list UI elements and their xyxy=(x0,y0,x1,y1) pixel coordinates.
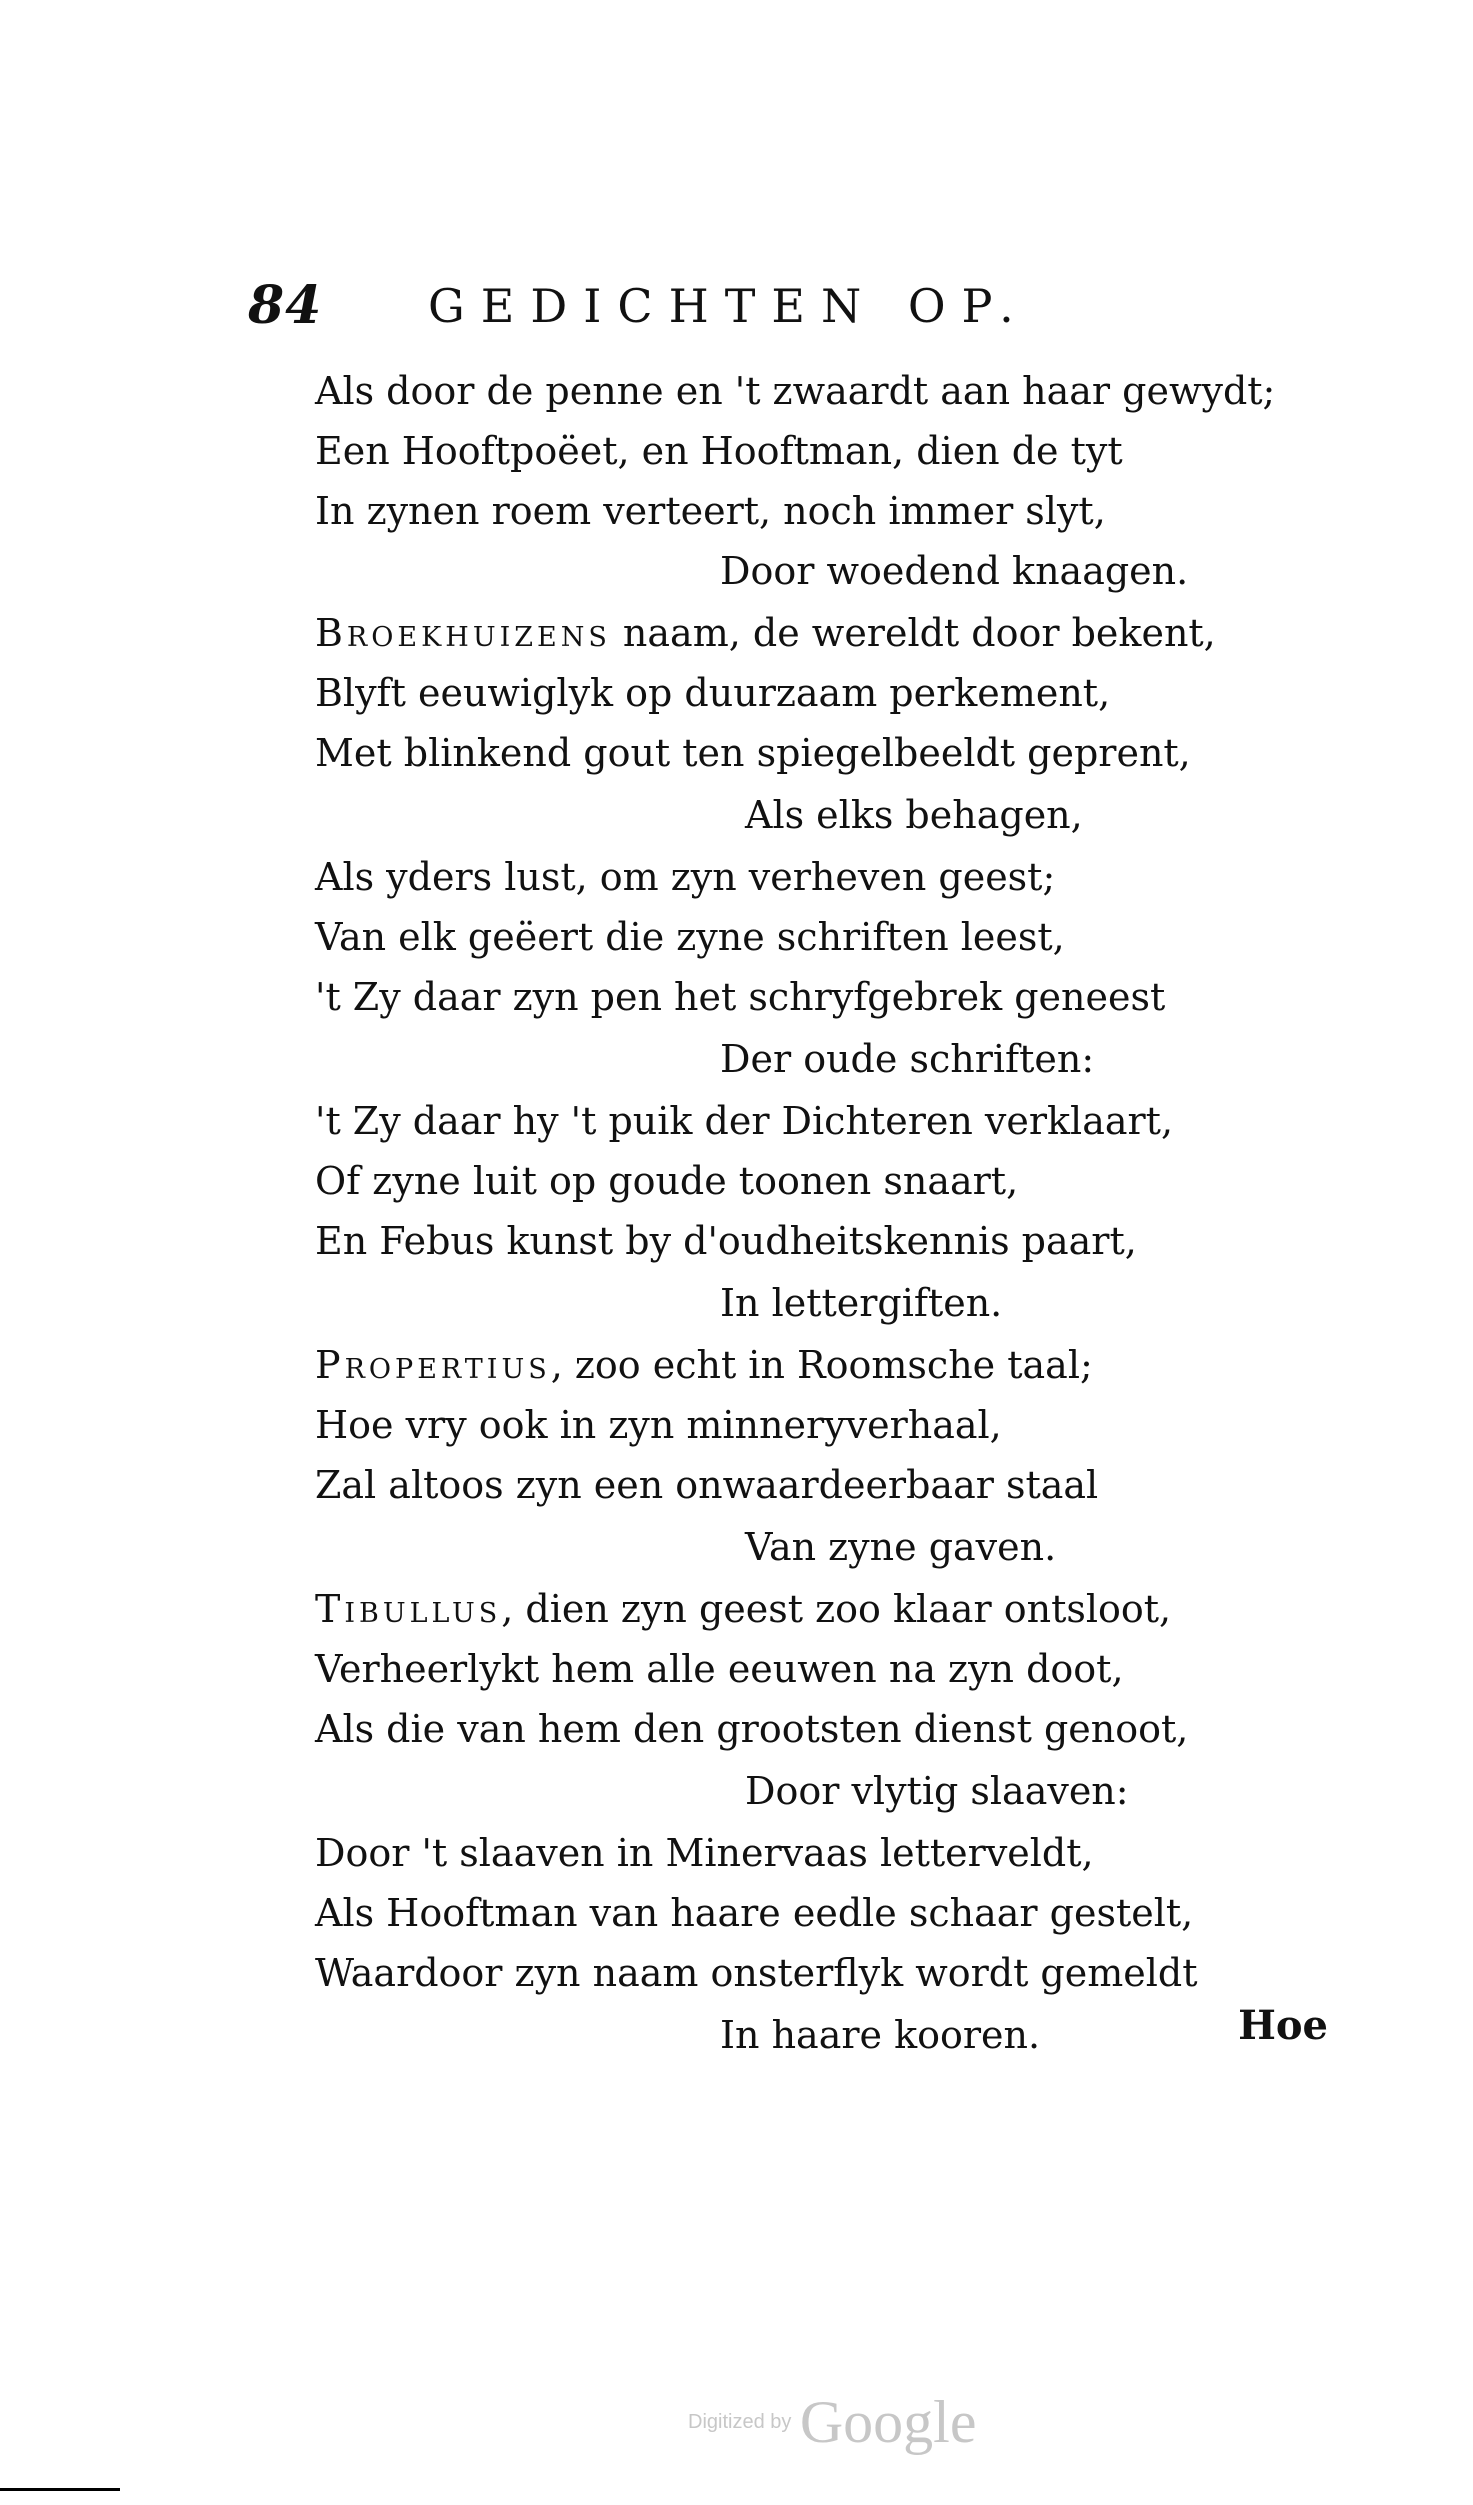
digitized-footer xyxy=(688,2388,976,2457)
poem-line-7: Met blinkend gout ten spiegelbeeldt geprent, xyxy=(315,731,1191,775)
page-number: 84 xyxy=(248,275,323,336)
poem-line-19: Zal altoos zyn een onwaardeerbaar staal xyxy=(315,1463,1099,1507)
name-tibullus: Tibullus xyxy=(315,1587,502,1631)
poem-line-26: Als Hooftman van haare eedle schaar gestelt, xyxy=(315,1891,1194,1935)
poem-line-20: Van zyne gaven. xyxy=(745,1525,1057,1569)
poem-line-3: In zynen roem verteert, noch immer slyt, xyxy=(315,489,1106,533)
poem-line-16: In lettergiften. xyxy=(720,1281,1003,1325)
poem-line-15: En Febus kunst by d'oudheitskennis paart, xyxy=(315,1219,1137,1263)
name-broekhuizen: Broekhuizens xyxy=(315,611,611,655)
google-logo: Google xyxy=(799,2389,977,2455)
poem-line-21-text: , dien zyn geest zoo klaar ontsloot, xyxy=(501,1587,1172,1631)
poem-line-12: Der oude schriften: xyxy=(720,1037,1095,1081)
poem-line-22: Verheerlykt hem alle eeuwen na zyn doot, xyxy=(315,1647,1124,1691)
poem-line-24: Door vlytig slaaven: xyxy=(745,1769,1129,1813)
poem-line-2: Een Hooftpoëet, en Hooftman, dien de tyt xyxy=(315,429,1123,473)
poem-line-23: Als die van hem den grootsten dienst genoot, xyxy=(315,1707,1189,1751)
poem-line-8: Als elks behagen, xyxy=(745,793,1083,837)
running-head: GEDICHTEN OP. xyxy=(428,279,1030,333)
poem-line-11: 't Zy daar zyn pen het schryfgebrek geneest xyxy=(315,975,1166,1019)
poem-line-27: Waardoor zyn naam onsterflyk wordt gemeldt xyxy=(315,1951,1198,1995)
poem-line-14: Of zyne luit op goude toonen snaart, xyxy=(315,1159,1019,1203)
poem-line-17-text: , zoo echt in Roomsche taal; xyxy=(550,1343,1093,1387)
name-propertius: Propertius xyxy=(315,1343,551,1387)
catchword: Hoe xyxy=(1238,2002,1328,2049)
poem-line-5-text: naam, de wereldt door bekent, xyxy=(622,611,1216,655)
poem-line-10: Van elk geëert die zyne schriften leest, xyxy=(315,915,1065,959)
poem-line-25: Door 't slaaven in Minervaas letterveldt, xyxy=(315,1831,1094,1875)
poem-line-9: Als yders lust, om zyn verheven geest; xyxy=(315,855,1056,899)
poem-line-13: 't Zy daar hy 't puik der Dichteren verklaart, xyxy=(315,1099,1174,1143)
poem-line-1: Als door de penne en 't zwaardt aan haar gewydt; xyxy=(315,369,1276,413)
poem-line-18: Hoe vry ook in zyn minneryverhaal, xyxy=(315,1403,1002,1447)
poem-line-21 xyxy=(315,1587,1172,1631)
poem-line-4: Door woedend knaagen. xyxy=(720,549,1189,593)
page-header xyxy=(248,275,1248,355)
poem-line-28: In haare kooren. xyxy=(720,2013,1041,2057)
poem-line-17 xyxy=(315,1343,1093,1387)
digitized-label: Digitized by xyxy=(688,2411,792,2433)
poem-line-6: Blyft eeuwiglyk op duurzaam perkement, xyxy=(315,671,1111,715)
poem-line-5 xyxy=(315,611,1216,655)
bottom-rule xyxy=(0,2488,120,2491)
